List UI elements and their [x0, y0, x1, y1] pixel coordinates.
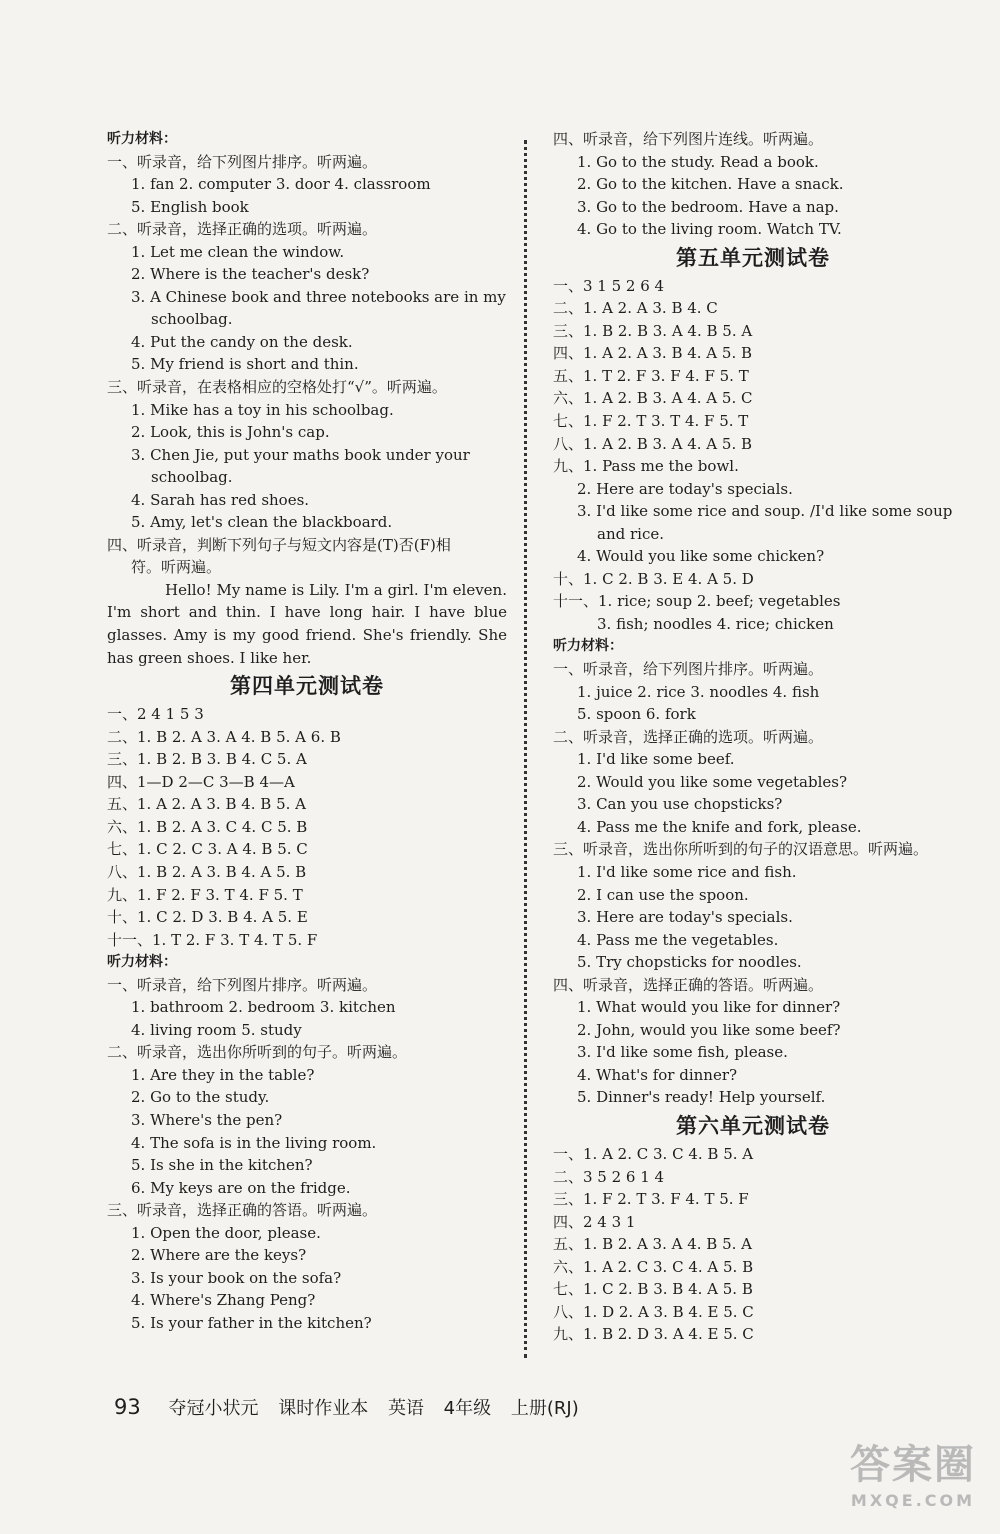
text-line: 4. living room 5. study — [131, 1020, 302, 1039]
left-column — [107, 128, 507, 1334]
text-line: 4. Where's Zhang Peng? — [131, 1291, 316, 1310]
text-line: 八、1. D 2. A 3. B 4. E 5. C — [553, 1302, 754, 1321]
passage-paragraph: Hello! My name is Lily. I'm a girl. I'm eleven. I'm short and thin. I have long hair. I have blue glasses. Amy is my good friend. She's friendly. She has green shoes. I like her. — [107, 580, 507, 667]
text-line: 九、1. F 2. F 3. T 4. F 5. T — [107, 885, 303, 904]
text-line: 6. My keys are on the fridge. — [131, 1178, 351, 1197]
text-line: 七、1. F 2. T 3. T 4. F 5. T — [553, 412, 749, 431]
text-line: 1. Go to the study. Read a book. — [577, 152, 819, 171]
text-line: 三、1. B 2. B 3. A 4. B 5. A — [553, 321, 753, 340]
text-line: 3. Here are today's specials. — [577, 908, 793, 927]
text-line: 2. Go to the study. — [131, 1088, 270, 1107]
text-line: 二、听录音，选出你所听到的句子。听两遍。 — [107, 1043, 408, 1062]
text-line: 一、3 1 5 2 6 4 — [553, 276, 665, 295]
text-line: 2. Look, this is John's cap. — [131, 423, 330, 442]
text-line: 4. What's for dinner? — [577, 1065, 738, 1084]
text-line: 符。听两遍。 — [131, 558, 222, 577]
text-line: 3. I'd like some rice and soup. /I'd like some soup — [577, 502, 953, 521]
text-line: 四、1. A 2. A 3. B 4. A 5. B — [553, 344, 753, 363]
text-line: 九、1. B 2. D 3. A 4. E 5. C — [553, 1325, 754, 1344]
text-line: schoolbag. — [151, 310, 233, 329]
text-line: 4. Go to the living room. Watch TV. — [577, 220, 842, 239]
footer-grade: 4年级 — [443, 1398, 492, 1419]
text-line: 一、听录音，给下列图片排序。听两遍。 — [107, 152, 378, 171]
text-line: 3. Is your book on the sofa? — [131, 1268, 342, 1287]
text-line: 三、听录音，选出你所听到的句子的汉语意思。听两遍。 — [553, 840, 929, 859]
text-line: 5. Is your father in the kitchen? — [131, 1313, 372, 1332]
section-title: 第五单元测试卷 — [676, 245, 830, 270]
text-line: 五、1. A 2. A 3. B 4. B 5. A — [107, 795, 307, 814]
text-line: 5. My friend is short and thin. — [131, 355, 359, 374]
text-line: 4. Sarah has red shoes. — [131, 490, 310, 509]
footer-book: 课时作业本 — [278, 1398, 369, 1419]
footer-brand: 夺冠小状元 — [168, 1398, 259, 1419]
text-line: 五、1. B 2. A 3. A 4. B 5. A — [553, 1235, 753, 1254]
section-title: 第四单元测试卷 — [230, 674, 384, 699]
text-line: 3. fish; noodles 4. rice; chicken — [597, 614, 834, 633]
text-line: 2. Go to the kitchen. Have a snack. — [577, 175, 844, 194]
text-line: 3. Go to the bedroom. Have a nap. — [577, 197, 839, 216]
text-line: 八、1. B 2. A 3. B 4. A 5. B — [107, 862, 307, 881]
text-line: 六、1. B 2. A 3. C 4. C 5. B — [107, 817, 308, 836]
text-line: 4. Pass me the vegetables. — [577, 930, 779, 949]
text-line: 三、1. B 2. B 3. B 4. C 5. A — [107, 750, 307, 769]
text-line: 5. English book — [131, 197, 249, 216]
text-line: 2. John, would you like some beef? — [577, 1020, 841, 1039]
watermark-url: MXQE.COM — [850, 1491, 976, 1510]
listening-material-heading: 听力材料： — [107, 954, 177, 971]
text-line: 3. Chen Jie, put your maths book under your — [131, 445, 470, 464]
text-line: 十、1. C 2. D 3. B 4. A 5. E — [107, 908, 308, 927]
text-line: 4. Would you like some chicken? — [577, 547, 825, 566]
text-line: 七、1. C 2. B 3. B 4. A 5. B — [553, 1280, 753, 1299]
column-divider — [524, 140, 527, 1358]
text-line: 二、听录音，选择正确的选项。听两遍。 — [107, 220, 378, 239]
text-line: 3. Where's the pen? — [131, 1110, 283, 1129]
text-line: 1. bathroom 2. bedroom 3. kitchen — [131, 998, 396, 1017]
text-line: 2. Where are the keys? — [131, 1246, 307, 1265]
text-line: 四、听录音，选择正确的答语。听两遍。 — [553, 975, 824, 994]
footer-volume: 上册(RJ) — [510, 1398, 579, 1419]
text-line: 4. Put the candy on the desk. — [131, 332, 353, 351]
text-line: 十一、1. rice; soup 2. beef; vegetables — [553, 592, 841, 611]
text-line: 1. I'd like some beef. — [577, 750, 735, 769]
text-line: 一、1. A 2. C 3. C 4. B 5. A — [553, 1144, 754, 1163]
text-line: 2. Here are today's specials. — [577, 479, 793, 498]
text-line: 三、听录音，在表格相应的空格处打“√”。听两遍。 — [107, 378, 447, 397]
text-line: 4. The sofa is in the living room. — [131, 1133, 377, 1152]
text-line: 四、1—D 2—C 3—B 4—A — [107, 772, 295, 791]
listening-material-heading: 听力材料： — [107, 131, 177, 147]
text-line: 二、1. B 2. A 3. A 4. B 5. A 6. B — [107, 727, 341, 746]
watermark-logo-text: 答案圈 — [850, 1442, 976, 1488]
text-line: 3. Can you use chopsticks? — [577, 795, 783, 814]
text-line: 3. I'd like some fish, please. — [577, 1043, 788, 1062]
page-footer — [114, 1394, 593, 1420]
text-line: 1. Mike has a toy in his schoolbag. — [131, 400, 394, 419]
text-line: 六、1. A 2. C 3. C 4. A 5. B — [553, 1257, 754, 1276]
text-line: 七、1. C 2. C 3. A 4. B 5. C — [107, 840, 308, 859]
page-number: 93 — [114, 1395, 141, 1419]
text-line: 八、1. A 2. B 3. A 4. A 5. B — [553, 434, 753, 453]
text-line: 三、听录音，选择正确的答语。听两遍。 — [107, 1201, 378, 1220]
text-line: 5. spoon 6. fork — [577, 705, 696, 724]
text-line: 二、听录音，选择正确的选项。听两遍。 — [553, 727, 824, 746]
text-line: 2. Would you like some vegetables? — [577, 772, 848, 791]
text-line: 九、1. Pass me the bowl. — [553, 457, 739, 476]
text-line: 2. I can use the spoon. — [577, 885, 749, 904]
text-line: 1. What would you like for dinner? — [577, 998, 841, 1017]
right-column — [553, 128, 953, 1346]
text-line: 一、2 4 1 5 3 — [107, 705, 204, 724]
text-line: 1. Let me clean the window. — [131, 242, 345, 261]
text-line: 四、2 4 3 1 — [553, 1212, 636, 1231]
text-line: 2. Where is the teacher's desk? — [131, 265, 370, 284]
text-line: 1. fan 2. computer 3. door 4. classroom — [131, 175, 431, 194]
listening-material-heading: 听力材料： — [553, 638, 623, 655]
text-line: 三、1. F 2. T 3. F 4. T 5. F — [553, 1190, 749, 1209]
text-line: schoolbag. — [151, 468, 233, 487]
text-line: 二、3 5 2 6 1 4 — [553, 1167, 665, 1186]
text-line: 3. A Chinese book and three notebooks are in my — [131, 287, 506, 306]
text-line: 十、1. C 2. B 3. E 4. A 5. D — [553, 569, 754, 588]
text-line: 1. Open the door, please. — [131, 1223, 321, 1242]
text-line: 4. Pass me the knife and fork, please. — [577, 817, 862, 836]
text-line: 1. juice 2. rice 3. noodles 4. fish — [577, 682, 820, 701]
text-line: and rice. — [597, 524, 664, 543]
text-line: 1. Are they in the table? — [131, 1065, 315, 1084]
text-line: 四、听录音，判断下列句子与短文内容是(T)否(F)相 — [107, 535, 451, 554]
text-line: 5. Amy, let's clean the blackboard. — [131, 513, 393, 532]
text-line: 四、听录音，给下列图片连线。听两遍。 — [553, 130, 824, 148]
text-line: 五、1. T 2. F 3. F 4. F 5. T — [553, 366, 749, 385]
text-line: 十一、1. T 2. F 3. T 4. T 5. F — [107, 930, 318, 949]
watermark-logo — [848, 1440, 978, 1522]
section-title: 第六单元测试卷 — [676, 1113, 830, 1138]
footer-subject: 英语 — [387, 1398, 424, 1419]
text-line: 1. I'd like some rice and fish. — [577, 862, 797, 881]
text-line: 一、听录音，给下列图片排序。听两遍。 — [553, 660, 824, 679]
text-line: 二、1. A 2. A 3. B 4. C — [553, 299, 718, 318]
text-line: 5. Dinner's ready! Help yourself. — [577, 1088, 826, 1107]
text-line: 5. Is she in the kitchen? — [131, 1156, 313, 1175]
text-line: 5. Try chopsticks for noodles. — [577, 953, 802, 972]
text-line: 一、听录音，给下列图片排序。听两遍。 — [107, 975, 378, 994]
text-line: 六、1. A 2. B 3. A 4. A 5. C — [553, 389, 753, 408]
